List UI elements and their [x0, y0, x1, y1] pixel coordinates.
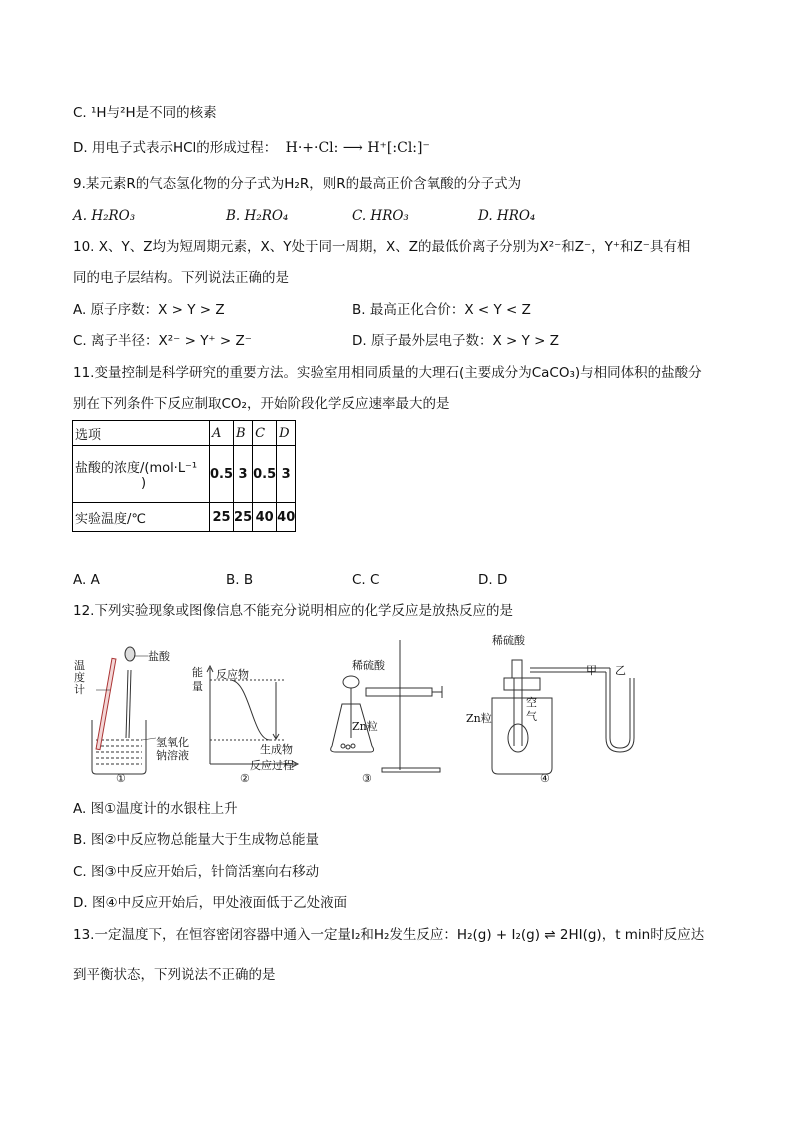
- table-header-cell: A: [210, 421, 234, 446]
- q11-stem-line2: 别在下列条件下反应制取CO₂，开始阶段化学反应速率最大的是: [73, 396, 450, 412]
- table-row: [73, 446, 296, 503]
- table-header-cell: D: [277, 421, 296, 446]
- electron-formula: H·+·Cl: ⟶ H⁺[:Cl:]⁻: [285, 140, 430, 156]
- table-cell: 25: [234, 503, 253, 532]
- q9-option-a: A. H₂RO₃: [73, 208, 136, 224]
- q8-option-d: [73, 139, 430, 157]
- q12-stem: 12.下列实验现象或图像信息不能充分说明相应的化学反应是放热反应的是: [73, 603, 513, 619]
- q9-option-b: B. H₂RO₄: [226, 208, 289, 224]
- fig3-acid-label: 稀硫酸: [352, 659, 385, 672]
- q9-option-c: C. HRO₃: [352, 208, 409, 224]
- fig4-jia-label: 甲: [586, 664, 597, 677]
- q10-option-d: D. 原子最外层电子数：X > Y > Z: [352, 333, 560, 349]
- q10-stem-line1: 10. X、Y、Z均为短周期元素，X、Y处于同一周期，X、Z的最低价离子分别为X²⁻和Z⁻，Y⁺和Z⁻具有相: [73, 239, 691, 255]
- fig2-reactant-label: 反应物: [216, 668, 249, 681]
- fig4-yi-label: 乙: [615, 664, 626, 677]
- table-cell: 25: [210, 503, 234, 532]
- q12-option-c: C. 图③中反应开始后，针筒活塞向右移动: [73, 864, 320, 880]
- fig4-zn-label: Zn粒: [466, 712, 492, 725]
- fig1-solution-label-2: 钠溶液: [156, 749, 189, 762]
- table-header-cell: B: [234, 421, 253, 446]
- concentration-label-close: ): [141, 476, 147, 491]
- q10-option-c: C. 离子半径：X²⁻ > Y⁺ > Z⁻: [73, 333, 252, 349]
- q11-option-b: B. B: [226, 572, 254, 588]
- fig2-number: ②: [240, 772, 250, 785]
- q9-stem: 9.某元素R的气态氢化物的分子式为H₂R，则R的最高正价含氧酸的分子式为: [73, 176, 522, 192]
- fig2-product-label: 生成物: [260, 743, 293, 756]
- fig1-acid-label: 盐酸: [148, 650, 170, 663]
- q9-option-d: D. HRO₄: [478, 208, 536, 224]
- q10-option-b: B. 最高正化合价：X < Y < Z: [352, 302, 531, 318]
- table-row: [73, 503, 296, 532]
- fig1-thermometer-label: 温度计: [74, 659, 85, 696]
- figure-3-flask: [331, 640, 442, 772]
- fig4-air-label-1: 空: [526, 696, 537, 709]
- q12-option-b: B. 图②中反应物总能量大于生成物总能量: [73, 832, 319, 848]
- table-cell: 3: [277, 446, 296, 503]
- table-row-label: [73, 446, 210, 503]
- q10-stem-line2: 同的电子层结构。下列说法正确的是: [73, 270, 289, 286]
- table-cell: 0.5: [210, 446, 234, 503]
- fig4-number: ④: [540, 772, 550, 785]
- q8-option-d-text: D. 用电子式表示HCl的形成过程：: [73, 140, 278, 156]
- q13-stem-line2: 到平衡状态，下列说法不正确的是: [73, 967, 276, 983]
- q11-table: [72, 420, 296, 532]
- q11-option-c: C. C: [352, 572, 380, 588]
- q12-option-d: D. 图④中反应开始后，甲处液面低于乙处液面: [73, 895, 348, 911]
- table-header-cell: 选项: [73, 421, 210, 446]
- q11-option-a: A. A: [73, 572, 100, 588]
- fig2-process-label: 反应过程: [250, 759, 294, 772]
- fig3-number: ③: [362, 772, 372, 785]
- table-row: [73, 421, 296, 446]
- table-cell: 40: [277, 503, 296, 532]
- table-cell: 3: [234, 446, 253, 503]
- fig4-air-label-2: 气: [526, 710, 537, 723]
- fig2-energy-label-2: 量: [192, 680, 203, 693]
- table-row-label: 实验温度/℃: [73, 503, 210, 532]
- fig3-zn-label: Zn粒: [352, 720, 378, 733]
- q10-option-a: A. 原子序数：X > Y > Z: [73, 302, 225, 318]
- q8-option-c: C. ¹H与²H是不同的核素: [73, 105, 217, 121]
- concentration-label: 盐酸的浓度/(mol·L⁻¹: [75, 461, 198, 476]
- q11-stem-line1: 11.变量控制是科学研究的重要方法。实验室用相同质量的大理石(主要成分为CaCO₃)与相同体积的盐酸分: [73, 365, 702, 381]
- table-cell: 40: [253, 503, 277, 532]
- figure-1-beaker: [92, 647, 156, 774]
- fig1-number: ①: [116, 772, 126, 785]
- fig1-solution-label-1: 氢氧化: [156, 736, 189, 749]
- q13-stem-line1: 13.一定温度下，在恒容密闭容器中通入一定量I₂和H₂发生反应：H₂(g) + I₂(g) ⇌ 2HI(g)，t min时反应达: [73, 927, 705, 943]
- figure-4-bottle: [492, 660, 634, 774]
- q11-option-d: D. D: [478, 572, 508, 588]
- table-cell: 0.5: [253, 446, 277, 503]
- fig2-energy-label-1: 能: [192, 666, 203, 679]
- fig4-acid-label: 稀硫酸: [492, 634, 525, 647]
- q12-option-a: A. 图①温度计的水银柱上升: [73, 801, 238, 817]
- table-header-cell: C: [253, 421, 277, 446]
